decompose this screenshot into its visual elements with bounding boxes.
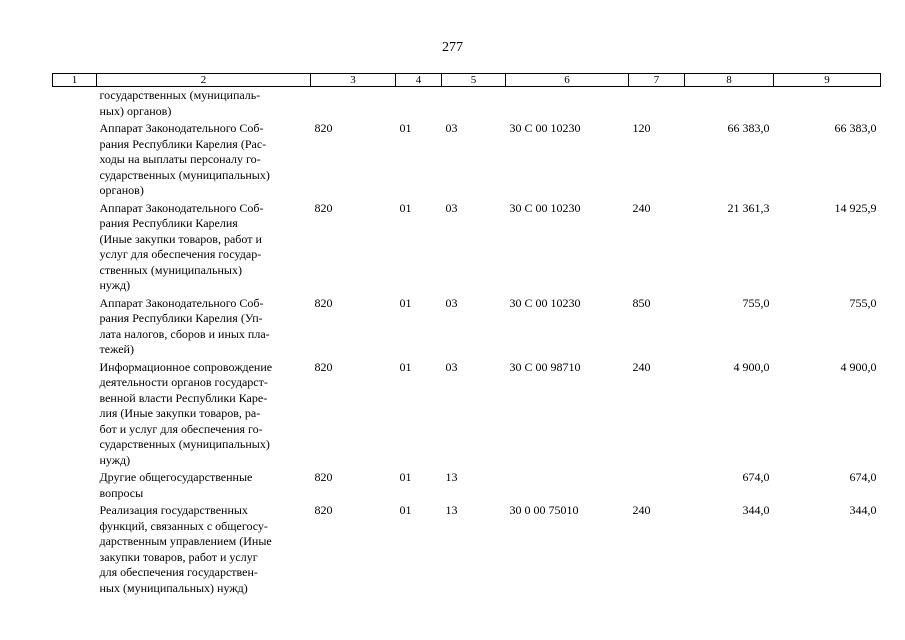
column-header: 6: [506, 74, 629, 87]
row-name: Аппарат Законодательного Соб- рания Республики Карелия (Иные закупки товаров, работ и услуг для обеспечения государ- ственных (муниципальных) нужд): [99, 200, 264, 292]
section-code: 01: [399, 200, 412, 215]
expense-kind-code: 850: [632, 295, 651, 310]
amount-first-year: 66 383,0: [727, 121, 770, 135]
column-header: 8: [685, 74, 774, 87]
section-code: 01: [399, 121, 412, 135]
section-code: 01: [399, 359, 412, 374]
subsection-code: 03: [445, 359, 458, 374]
subsection-code: 03: [445, 121, 458, 135]
ministry-code: 820: [314, 295, 333, 310]
target-article-code: 30 С 00 10230: [509, 121, 581, 135]
continuation-row: [53, 87, 881, 120]
section-code: 01: [399, 295, 412, 310]
subsection-code: 13: [445, 470, 458, 484]
empty-cell: [53, 468, 97, 501]
target-article-code: 30 С 00 10230: [509, 200, 581, 215]
expense-kind-code: 240: [632, 359, 651, 374]
target-article-code: [506, 468, 629, 501]
expense-kind-code: 240: [632, 200, 651, 215]
table-row: [53, 294, 881, 358]
ministry-code: 820: [314, 200, 333, 215]
target-article-code: 30 0 00 75010: [509, 503, 579, 517]
ministry-code: 820: [314, 121, 333, 135]
amount-second-year: 14 925,9: [834, 200, 877, 215]
row-name: Информационное сопровождение деятельности органов государст- венной власти Республики Каре- лия (Иные закупки товаров, ра- бот и услуг для обеспечения го- сударственных (муниципальных) нужд): [99, 359, 273, 467]
target-article-code: 30 С 00 98710: [509, 359, 581, 374]
amount-second-year: 4 900,0: [840, 359, 877, 374]
section-code: 01: [399, 470, 412, 484]
ministry-code: 820: [314, 470, 333, 484]
amount-second-year: 344,0: [849, 503, 877, 517]
table-row: [53, 501, 881, 596]
row-name: Другие общегосударственные вопросы: [99, 470, 253, 500]
row-name: Аппарат Законодательного Соб- рания Республики Карелия (Уп- лата налогов, сборов и иных пла- тежей): [99, 295, 270, 356]
expense-kind-code: [629, 468, 685, 501]
amount-first-year: 674,0: [742, 470, 770, 484]
column-header-row: [53, 74, 881, 87]
expense-kind-code: 120: [632, 121, 651, 135]
continuation-text: государственных (муниципаль- ных) органов): [99, 88, 261, 118]
ministry-code: 820: [314, 503, 333, 517]
empty-cell: [53, 119, 97, 199]
empty-cell: [53, 294, 97, 358]
budget-table: [52, 73, 881, 596]
column-header: 1: [53, 74, 97, 87]
section-code: 01: [399, 503, 412, 517]
amount-second-year: 755,0: [849, 295, 877, 310]
table-row: [53, 119, 881, 199]
amount-first-year: 755,0: [742, 295, 770, 310]
column-header: 9: [774, 74, 881, 87]
amount-second-year: 66 383,0: [834, 121, 877, 135]
table-row: [53, 358, 881, 469]
amount-first-year: 21 361,3: [727, 200, 770, 215]
amount-first-year: 4 900,0: [733, 359, 770, 374]
table-row: [53, 468, 881, 501]
ministry-code: 820: [314, 359, 333, 374]
subsection-code: 03: [445, 200, 458, 215]
amount-second-year: 674,0: [849, 470, 877, 484]
expense-kind-code: 240: [632, 503, 651, 517]
subsection-code: 13: [445, 503, 458, 517]
table-row: [53, 199, 881, 294]
target-article-code: 30 С 00 10230: [509, 295, 581, 310]
subsection-code: 03: [445, 295, 458, 310]
column-header: 2: [97, 74, 311, 87]
row-name: Аппарат Законодательного Соб- рания Республики Карелия (Рас- ходы на выплаты персоналу го- сударственных (муниципальных) органов): [99, 121, 270, 197]
column-header: 5: [442, 74, 506, 87]
empty-cell: [53, 358, 97, 469]
page-number: 277: [442, 40, 463, 55]
row-name: Реализация государственных функций, связанных с общегосу- дарственным управлением (Иные закупки товаров, работ и услуг для обеспечения государствен- ных (муниципальных) нужд): [99, 503, 272, 595]
column-header: 3: [311, 74, 396, 87]
column-header: 7: [629, 74, 685, 87]
amount-first-year: 344,0: [742, 503, 770, 517]
column-header: 4: [396, 74, 442, 87]
empty-cell: [53, 199, 97, 294]
empty-cell: [53, 501, 97, 596]
